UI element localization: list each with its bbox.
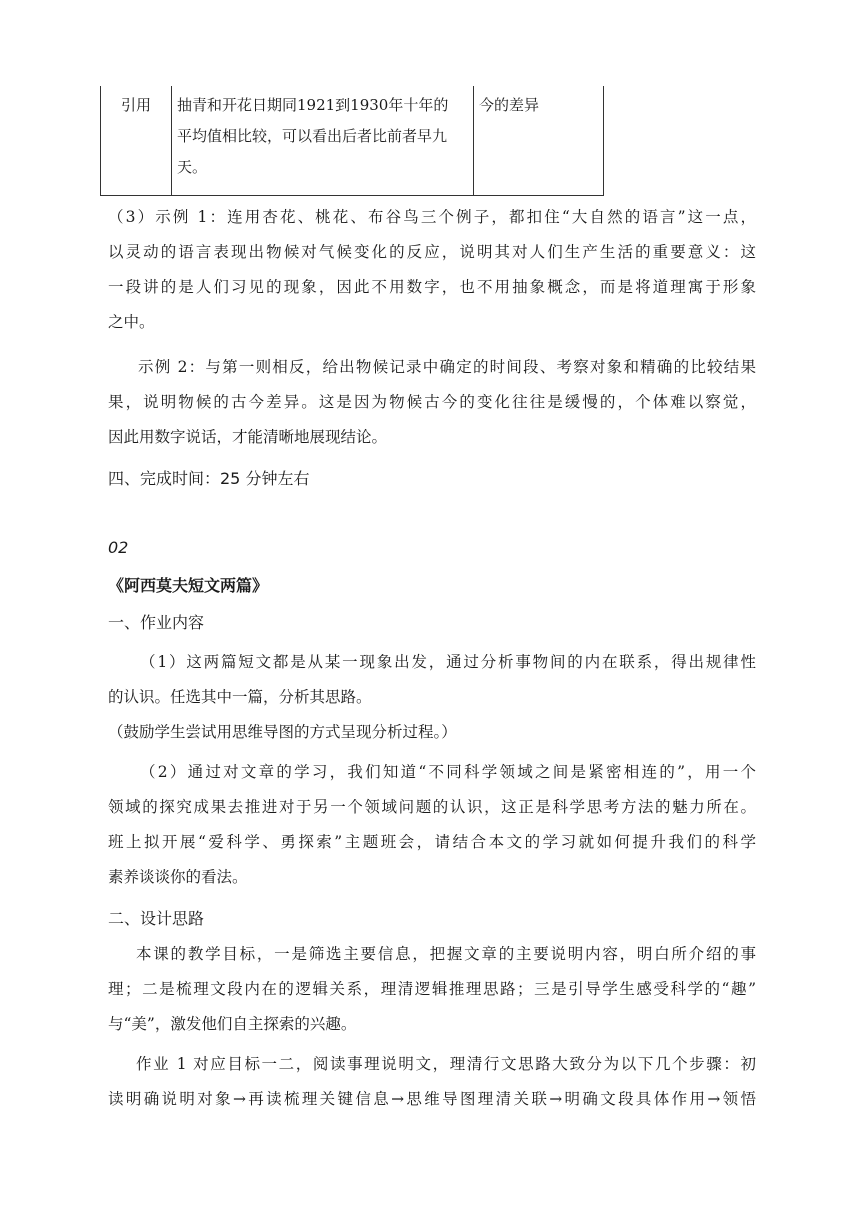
table-cell-line: 天。 — [177, 158, 208, 176]
paragraph-line: （3）示例 1：连用杏花、桃花、布谷鸟三个例子，都扣住“大自然的语言”这一点， — [108, 208, 756, 226]
section-heading-content: 一、作业内容 — [108, 613, 205, 632]
table-cell-content — [177, 90, 473, 183]
paragraph-line: 读明确说明对象→再读梳理关键信息→思维导图理清关联→明确文段具体作用→领悟 — [108, 1090, 756, 1108]
paragraph-line: （鼓励学生尝试用思维导图的方式呈现分析过程。） — [108, 723, 457, 741]
paragraph-line: 领域的探究成果去推进对于另一个领域问题的认识，这正是科学思考方法的魅力所在。 — [108, 798, 756, 816]
table-cell-line: 抽青和开花日期同1921到1930年十年的 — [177, 96, 449, 114]
section-heading-design: 二、设计思路 — [108, 909, 205, 928]
table-column-divider — [171, 86, 172, 195]
table-column-divider — [473, 86, 474, 195]
table-fragment — [100, 86, 604, 196]
paragraph-line: 班上拟开展“爱科学、勇探索”主题班会，请结合本文的学习就如何提升我们的科学 — [108, 833, 756, 851]
paragraph-line: 与“美”，激发他们自主探索的兴趣。 — [108, 1015, 357, 1033]
paragraph-line: （2）通过对文章的学习，我们知道“不同科学领域之间是紧密相连的”，用一个 — [140, 763, 756, 781]
section-number: 02 — [108, 538, 129, 557]
paragraph-line: 以灵动的语言表现出物候对气候变化的反应，说明其对人们生产生活的重要意义：这 — [108, 243, 756, 261]
paragraph-line: （1）这两篇短文都是从某一现象出发，通过分析事物间的内在联系，得出规律性 — [140, 653, 756, 671]
paragraph-line: 的认识。任选其中一篇，分析其思路。 — [108, 688, 372, 706]
table-cell-label: 引用 — [121, 96, 152, 114]
paragraph-line: 之中。 — [108, 313, 155, 331]
paragraph-line: 理；二是梳理文段内在的逻辑关系，理清逻辑推理思路；三是引导学生感受科学的“趣” — [108, 980, 756, 998]
paragraph-line: 示例 2：与第一则相反，给出物候记录中确定的时间段、考察对象和精确的比较结果 — [138, 358, 756, 376]
paragraph-line: 本课的教学目标，一是筛选主要信息，把握文章的主要说明内容，明白所介绍的事 — [136, 945, 756, 963]
table-cell-line: 平均值相比较，可以看出后者比前者早九 — [177, 127, 448, 145]
paragraph-line: 素养谈谈你的看法。 — [108, 868, 248, 886]
section-heading-time: 四、完成时间：25 分钟左右 — [108, 469, 310, 488]
paragraph-line: 果，说明物候的古今差异。这是因为物候古今的变化往往是缓慢的，个体难以察觉， — [108, 393, 756, 411]
paragraph-line: 因此用数字说话，才能清晰地展现结论。 — [108, 428, 388, 446]
article-title: 《阿西莫夫短文两篇》 — [108, 576, 269, 595]
table-cell-side: 今的差异 — [479, 96, 540, 114]
paragraph-line: 作业 1 对应目标一二，阅读事理说明文，理清行文思路大致分为以下几个步骤：初 — [136, 1055, 756, 1073]
paragraph-line: 一段讲的是人们习见的现象，因此不用数字，也不用抽象概念，而是将道理寓于形象 — [108, 278, 756, 296]
